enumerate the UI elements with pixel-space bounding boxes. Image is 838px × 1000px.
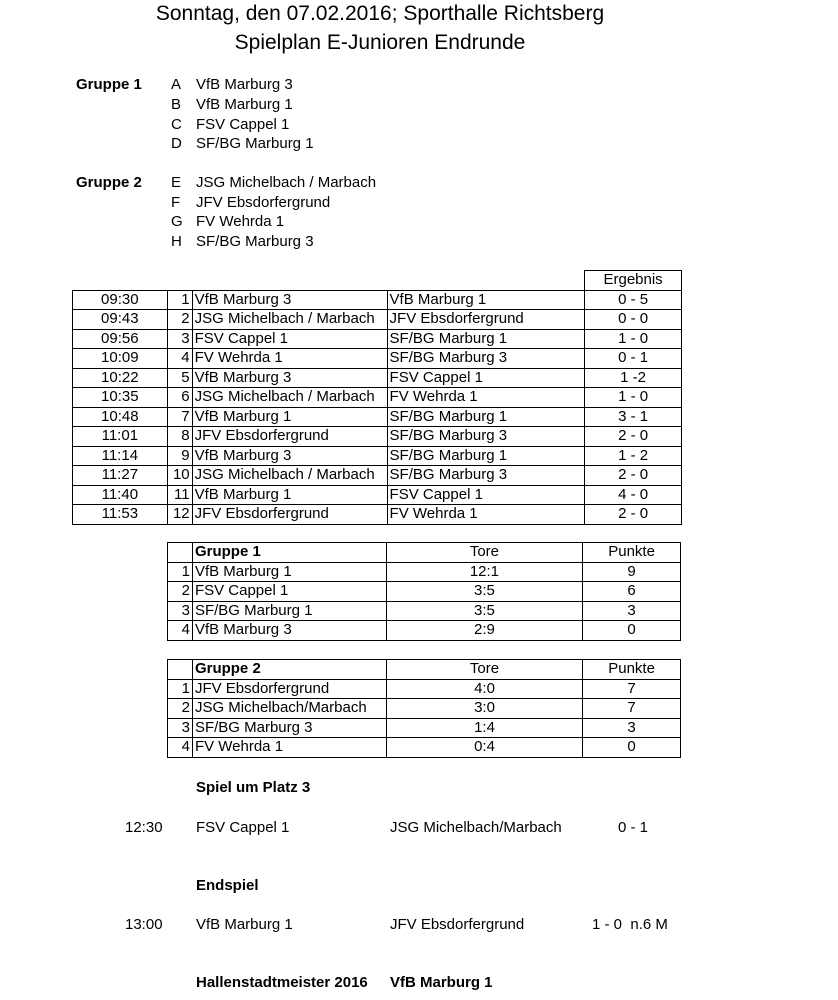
third-place-home: FSV Cappel 1 xyxy=(196,819,290,836)
away-team: FV Wehrda 1 xyxy=(387,388,585,408)
team-code: G xyxy=(171,213,183,230)
match-number: 9 xyxy=(167,446,192,466)
match-number: 12 xyxy=(167,505,192,525)
home-team: JFV Ebsdorfergrund xyxy=(192,505,387,525)
home-team: VfB Marburg 1 xyxy=(192,485,387,505)
away-team: FSV Cappel 1 xyxy=(387,368,585,388)
away-team: SF/BG Marburg 3 xyxy=(387,349,585,369)
final-time: 13:00 xyxy=(125,916,163,933)
points: 9 xyxy=(583,562,681,582)
schedule-row xyxy=(73,505,682,525)
team-name: SF/BG Marburg 3 xyxy=(192,718,386,738)
away-team: SF/BG Marburg 1 xyxy=(387,329,585,349)
schedule-row xyxy=(73,446,682,466)
match-result: 3 - 1 xyxy=(585,407,682,427)
team-code: C xyxy=(171,116,182,133)
away-team: VfB Marburg 1 xyxy=(387,290,585,310)
home-team: JSG Michelbach / Marbach xyxy=(192,310,387,330)
match-time: 11:27 xyxy=(73,466,168,486)
goals: 0:4 xyxy=(386,738,582,758)
rank: 2 xyxy=(168,699,193,719)
team-name: VfB Marburg 1 xyxy=(192,562,386,582)
final-result: 1 - 0 n.6 M xyxy=(592,916,668,933)
match-number: 4 xyxy=(167,349,192,369)
points: 3 xyxy=(583,718,681,738)
team-name: SF/BG Marburg 1 xyxy=(196,135,314,152)
goals: 2:9 xyxy=(386,621,582,641)
team-name: JFV Ebsdorfergrund xyxy=(192,679,386,699)
standings-row xyxy=(168,601,681,621)
rank: 3 xyxy=(168,601,193,621)
standings-row xyxy=(168,582,681,602)
points: 0 xyxy=(583,738,681,758)
match-result: 2 - 0 xyxy=(585,427,682,447)
champion-team: VfB Marburg 1 xyxy=(390,974,493,991)
match-result: 1 - 0 xyxy=(585,388,682,408)
team-name: SF/BG Marburg 1 xyxy=(192,601,386,621)
group-1-label: Gruppe 1 xyxy=(76,76,142,93)
team-name: JSG Michelbach/Marbach xyxy=(192,699,386,719)
group-2-label: Gruppe 2 xyxy=(76,174,142,191)
match-result: 0 - 0 xyxy=(585,310,682,330)
team-code: F xyxy=(171,194,181,211)
schedule-table xyxy=(72,270,682,525)
away-team: SF/BG Marburg 1 xyxy=(387,407,585,427)
rank: 3 xyxy=(168,718,193,738)
goals: 3:0 xyxy=(386,699,582,719)
home-team: VfB Marburg 3 xyxy=(192,368,387,388)
team-name: SF/BG Marburg 3 xyxy=(196,233,314,250)
standings-row xyxy=(168,562,681,582)
match-time: 11:14 xyxy=(73,446,168,466)
schedule-row xyxy=(73,329,682,349)
match-time: 11:40 xyxy=(73,485,168,505)
match-number: 3 xyxy=(167,329,192,349)
schedule-row xyxy=(73,310,682,330)
rank: 1 xyxy=(168,562,193,582)
match-result: 1 -2 xyxy=(585,368,682,388)
third-place-away: JSG Michelbach/Marbach xyxy=(390,819,562,836)
goals: 3:5 xyxy=(386,601,582,621)
match-number: 6 xyxy=(167,388,192,408)
team-name: VfB Marburg 1 xyxy=(196,96,293,113)
standings-row xyxy=(168,718,681,738)
team-name: FSV Cappel 1 xyxy=(196,116,290,133)
schedule-header-row xyxy=(73,271,682,291)
team-name: VfB Marburg 3 xyxy=(196,76,293,93)
goals: 3:5 xyxy=(386,582,582,602)
schedule-row xyxy=(73,427,682,447)
schedule-row xyxy=(73,349,682,369)
team-name: JFV Ebsdorfergrund xyxy=(196,194,331,211)
goals-header: Tore xyxy=(386,660,582,680)
page-title: Sonntag, den 07.02.2016; Sporthalle Richtsberg xyxy=(155,2,605,25)
match-time: 11:01 xyxy=(73,427,168,447)
away-team: SF/BG Marburg 1 xyxy=(387,446,585,466)
match-result: 1 - 0 xyxy=(585,329,682,349)
standings-header-row xyxy=(168,660,681,680)
points: 0 xyxy=(583,621,681,641)
match-number: 1 xyxy=(167,290,192,310)
goals: 12:1 xyxy=(386,562,582,582)
away-team: SF/BG Marburg 3 xyxy=(387,427,585,447)
rank: 4 xyxy=(168,738,193,758)
team-code: D xyxy=(171,135,182,152)
match-number: 10 xyxy=(167,466,192,486)
team-name: FSV Cappel 1 xyxy=(192,582,386,602)
third-place-time: 12:30 xyxy=(125,819,163,836)
final-heading: Endspiel xyxy=(196,877,259,894)
points: 3 xyxy=(583,601,681,621)
away-team: FV Wehrda 1 xyxy=(387,505,585,525)
match-number: 11 xyxy=(167,485,192,505)
goals: 4:0 xyxy=(386,679,582,699)
third-place-result: 0 - 1 xyxy=(618,819,649,836)
points: 7 xyxy=(583,679,681,699)
home-team: FV Wehrda 1 xyxy=(192,349,387,369)
match-number: 7 xyxy=(167,407,192,427)
standings-title: Gruppe 2 xyxy=(192,660,386,680)
goals: 1:4 xyxy=(386,718,582,738)
team-code: H xyxy=(171,233,182,250)
match-result: 2 - 0 xyxy=(585,466,682,486)
points-header: Punkte xyxy=(583,660,681,680)
schedule-row xyxy=(73,290,682,310)
match-time: 09:30 xyxy=(73,290,168,310)
match-time: 10:22 xyxy=(73,368,168,388)
standings-row xyxy=(168,738,681,758)
home-team: FSV Cappel 1 xyxy=(192,329,387,349)
rank: 2 xyxy=(168,582,193,602)
final-home: VfB Marburg 1 xyxy=(196,916,293,933)
match-time: 09:43 xyxy=(73,310,168,330)
match-result: 0 - 5 xyxy=(585,290,682,310)
final-away: JFV Ebsdorfergrund xyxy=(390,916,525,933)
result-header: Ergebnis xyxy=(585,271,682,291)
home-team: JSG Michelbach / Marbach xyxy=(192,466,387,486)
standings-row xyxy=(168,679,681,699)
match-time: 09:56 xyxy=(73,329,168,349)
schedule-row xyxy=(73,368,682,388)
match-time: 10:35 xyxy=(73,388,168,408)
standings-table-group-1 xyxy=(167,542,681,641)
home-team: VfB Marburg 3 xyxy=(192,446,387,466)
team-name: VfB Marburg 3 xyxy=(192,621,386,641)
match-result: 1 - 2 xyxy=(585,446,682,466)
away-team: SF/BG Marburg 3 xyxy=(387,466,585,486)
goals-header: Tore xyxy=(386,543,582,563)
schedule-row xyxy=(73,466,682,486)
away-team: FSV Cappel 1 xyxy=(387,485,585,505)
match-number: 8 xyxy=(167,427,192,447)
points: 7 xyxy=(583,699,681,719)
points-header: Punkte xyxy=(583,543,681,563)
schedule-row xyxy=(73,388,682,408)
match-result: 2 - 0 xyxy=(585,505,682,525)
team-code: A xyxy=(171,76,182,93)
home-team: VfB Marburg 1 xyxy=(192,407,387,427)
team-name: FV Wehrda 1 xyxy=(196,213,285,230)
home-team: JFV Ebsdorfergrund xyxy=(192,427,387,447)
standings-row xyxy=(168,621,681,641)
standings-table-group-2 xyxy=(167,659,681,758)
standings-title: Gruppe 1 xyxy=(192,543,386,563)
schedule-row xyxy=(73,485,682,505)
match-number: 2 xyxy=(167,310,192,330)
champion-label: Hallenstadtmeister 2016 xyxy=(196,974,368,991)
team-name: FV Wehrda 1 xyxy=(192,738,386,758)
match-number: 5 xyxy=(167,368,192,388)
page-subtitle: Spielplan E-Junioren Endrunde xyxy=(234,31,526,54)
standings-header-row xyxy=(168,543,681,563)
team-code: B xyxy=(171,96,182,113)
match-time: 11:53 xyxy=(73,505,168,525)
home-team: VfB Marburg 3 xyxy=(192,290,387,310)
third-place-heading: Spiel um Platz 3 xyxy=(196,779,311,796)
away-team: JFV Ebsdorfergrund xyxy=(387,310,585,330)
rank: 4 xyxy=(168,621,193,641)
match-time: 10:48 xyxy=(73,407,168,427)
standings-row xyxy=(168,699,681,719)
points: 6 xyxy=(583,582,681,602)
team-code: E xyxy=(171,174,182,191)
match-result: 4 - 0 xyxy=(585,485,682,505)
schedule-row xyxy=(73,407,682,427)
match-time: 10:09 xyxy=(73,349,168,369)
match-result: 0 - 1 xyxy=(585,349,682,369)
team-name: JSG Michelbach / Marbach xyxy=(196,174,377,191)
rank: 1 xyxy=(168,679,193,699)
home-team: JSG Michelbach / Marbach xyxy=(192,388,387,408)
